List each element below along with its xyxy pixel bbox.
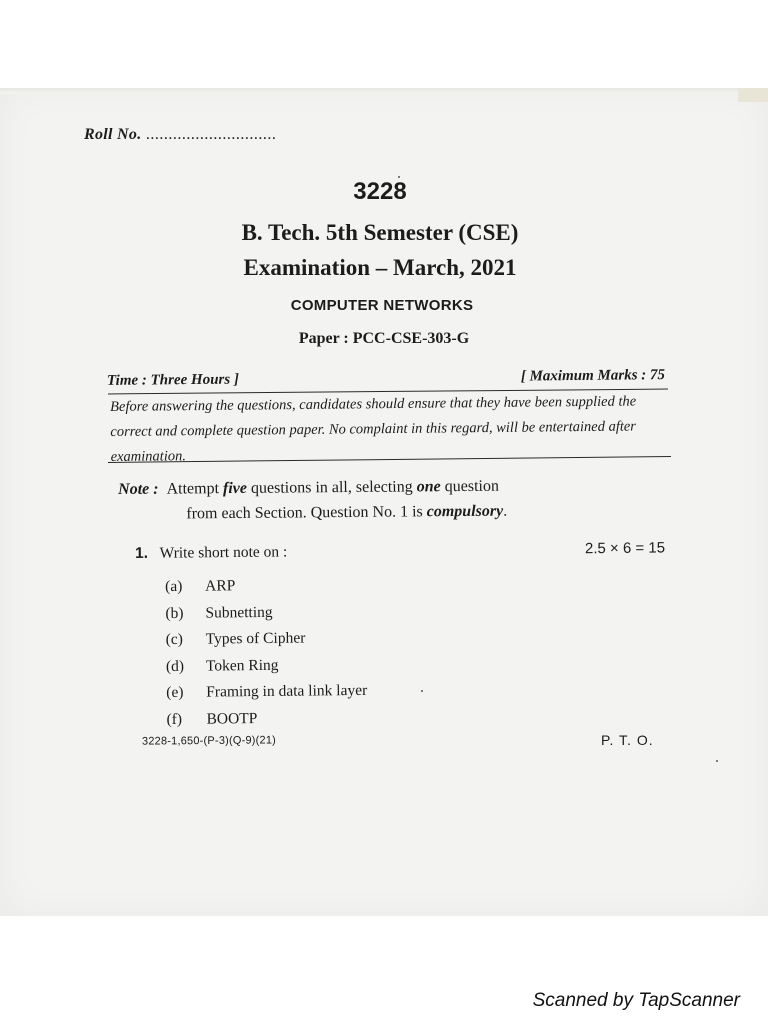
item-letter: (a) (165, 577, 183, 595)
item-letter: (c) (165, 630, 183, 648)
note-text: from each Section. Question No. 1 is (186, 503, 427, 523)
roll-number-line (84, 126, 276, 144)
question-paper-code: 3228 (353, 178, 407, 205)
item-text: Subnetting (205, 603, 273, 622)
item-text: ARP (205, 577, 236, 595)
question-text: Write short note on : (159, 543, 288, 562)
list-item (166, 650, 496, 680)
list-item (166, 677, 496, 707)
list-item (165, 597, 495, 627)
note-text: . (503, 502, 508, 520)
please-turn-over: P. T. O. (601, 732, 654, 748)
list-item (166, 624, 496, 654)
paper-code: Paper : PCC-CSE-303-G (298, 330, 470, 347)
note-emphasis-one: one (416, 478, 441, 496)
scanner-watermark: Scanned by TapScanner (532, 990, 740, 1011)
item-text: BOOTP (206, 709, 258, 728)
item-text: Types of Cipher (205, 629, 306, 648)
question-number: 1. (135, 544, 149, 562)
item-text: Framing in data link layer (206, 681, 368, 701)
note-label: Note : (118, 480, 159, 498)
note-text: questions in all, selecting (246, 478, 417, 497)
candidate-instructions: Before answering the questions, candidates should ensure that they have been supplied the correct and complete question paper. No complaint in this regard, will be entertained after examination. (110, 393, 637, 465)
question-marks: 2.5 × 6 = 15 (584, 539, 666, 558)
item-letter: (b) (165, 604, 184, 622)
note-text: Attempt (166, 480, 224, 498)
time-allowed: Time : Three Hours ] (106, 371, 240, 389)
dust-speck (421, 690, 423, 692)
paper-corner-shade (738, 88, 768, 102)
paper-top-edge (0, 88, 768, 94)
course-title: B. Tech. 5th Semester (CSE) (241, 220, 519, 245)
item-letter: (d) (165, 657, 185, 675)
list-item (166, 703, 496, 733)
note-block (118, 472, 678, 527)
dust-speck (398, 176, 400, 178)
exam-session: Examination – March, 2021 (243, 255, 517, 280)
maximum-marks: [ Maximum Marks : 75 (520, 367, 666, 385)
note-text: question (440, 477, 499, 496)
roll-number-label: Roll No. (84, 126, 142, 143)
note-emphasis-five: five (222, 479, 248, 498)
list-item (165, 571, 495, 601)
question-1-items (165, 571, 497, 733)
roll-number-blank: ............................. (145, 126, 277, 143)
note-line-2 (118, 497, 678, 527)
dust-speck (716, 760, 718, 762)
item-letter: (e) (166, 683, 184, 701)
item-letter: (f) (166, 710, 183, 728)
item-text: Token Ring (205, 656, 279, 675)
note-emphasis-compulsory: compulsory (426, 502, 504, 521)
subject-title: COMPUTER NETWORKS (290, 297, 474, 314)
print-code: 3228-1,650-(P-3)(Q-9)(21) (141, 734, 277, 748)
